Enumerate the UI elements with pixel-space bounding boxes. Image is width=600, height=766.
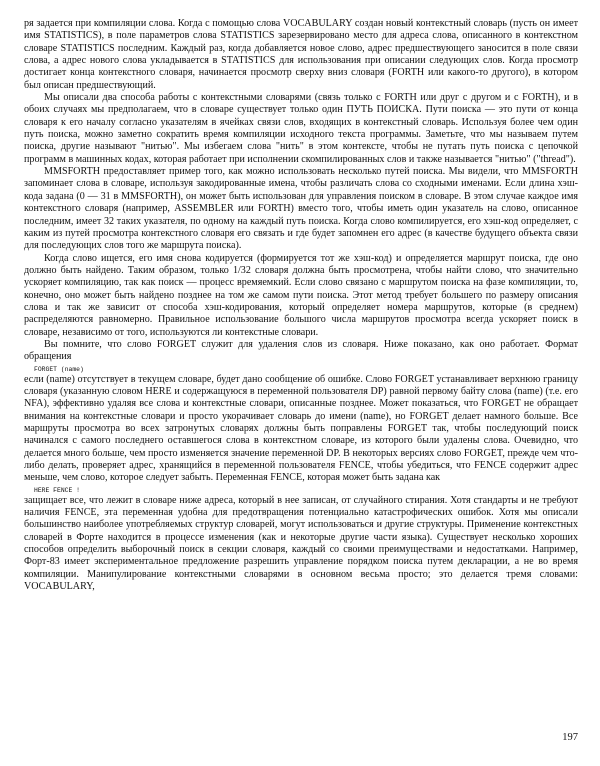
book-page (24, 18, 578, 758)
paragraph-forget-details: если (name) отсутствует в текущем словаре, будет дано сообщение об ошибке. Слово FORGET устанавливает верхнюю границу словаря (указанную словом HERE и содержащуюся в переменной пользователя DP) равной первому байту слова (name) (т.е. его NFA), эффективно удаляя все слова и контекстные словари, описанные позднее. Может показаться, что FORGET не обращает внимания на контекстные словари и просто укорачивает словарь до имени (name), но FORGET делает намного больше. Все маршруты просмотра во всех затронутых словарях должны быть поправлены FORGET так, чтобы последующий поиск начинался с самого последнего оставшегося слова в контекстном словаре, из которого были удалены слова. Очевидно, что делается много больше, чем просто изменяется значение переменной DP. В некоторых версиях слово FORGET, прежде чем что-либо делать, проверяет адрес, хранящийся в переменной пользователя FENCE, чтобы убедиться, что FENCE содержит адрес меньше, чем слово, которое следует забыть. Переменная FENCE, которая может быть задана как (24, 373, 578, 484)
paragraph-forget-intro: Вы помните, что слово FORGET служит для удаления слов из словаря. Ниже показано, как оно работает. Формат обращения (24, 338, 578, 363)
paragraph-search-paths: Мы описали два способа работы с контекстными словарями (связь только с FORTH или друг с другом и с FORTH), и в обоих случаях мы предполагаем, что в словаре существует только один ПУТЬ ПОИСКА. Пути поиска — это пути от конца словаря к его началу согласно указателям в ячейках связи слов, входящих в контекстный словарь. Используя более чем один путь поиска, можно заметно сократить время компиляции исходного текста программы. Заметьте, что мы называем путем поиска, другие называют "нитью". Мы избегаем слова "нить" в этом контексте, чтобы не путать путь поиска с цепочкой программ в машинных кодах, которая работает при исполнении скомпилированных слов и также называется "нитью" ("thread"). (24, 92, 578, 165)
paragraph-vocabulary-link: ря задается при компиляции слова. Когда с помощью слова VOCABULARY создан новый контекстный словарь (пусть он имеет имя STATISTICS), в поле параметров слова STATISTICS зарезервировано место для адреса слова, описанного в контекстном словаре STATISTICS последним. Каждый раз, когда добавляется новое слово, адрес предшествующего заносится в поле связи слова, а адрес нового слова укладывается в STATISTICS для использования при описании следующих слов. Когда просмотр достигает конца контекстного словаря, начинается просмотр сверху вниз словаря (FORTH или какого-то другого), в котором был описан предшествующий. (24, 18, 578, 91)
paragraph-word-lookup: Когда слово ищется, его имя снова кодируется (формируется тот же хэш-код) и определяется маршрут поиска, где оно должно быть найдено. Таким образом, только 1/32 словаря должна быть просмотрена, чтобы найти слово, что значительно ускоряет компиляцию, так как поиск — процесс времяемкий. Если слово связано с маршрутом поиска на фазе компиляции, то, конечно, оно может быть найдено позднее на том же самом пути поиска. Этот метод требует большего по размеру описания слова и так же зависит от способа хэш-кодирования, который определяет номера маршрутов, которые (в среднем) распределяются равномерно. Правильное использование большого числа маршрутов просмотра всегда ускоряет поиск в словаре, независимо от того, используются ли контекстные словари. (24, 252, 578, 338)
code-forget-format: FORGET (name) (34, 365, 84, 373)
code-fence-definition: HERE FENCE ! (34, 486, 81, 494)
paragraph-fence-protection: защищает все, что лежит в словаре ниже адреса, который в нее записан, от случайного стирания. Хотя стандарты и не требуют наличия FENCE, эта переменная удобна для предотвращения потенциально катастрофических ошибок. Хотя мы описали большинство наиболее употребляемых структур словарей, могут использоваться и другие структуры. Применение контекстных словарей в Форте находится в процессе изменения (как и некоторые другие части языка). Существует несколько хороших способов определить выборочный поиск в секции словаря, каждый со своими преимуществами и недостатками. Например, Форт-83 имеет экспериментальное предложение разрешить управление порядком поиска путем декларации, а не во время компиляции. Манипулирование контекстными словарями в основном весьма просто; это делается тремя словами: VOCABULARY, (24, 494, 578, 593)
paragraph-mmsforth-hash: MMSFORTH предоставляет пример того, как можно использовать несколько путей поиска. Мы видели, что MMSFORTH запоминает слова в словаре, используя закодированные имена, чтобы различать слова со сходными именами. Если длина хэш-кода задана (0 — 31 в MMSFORTH), он может быть использован для управления поиском в словаре. В этом случае каждое имя контекстного словаря (например, ASSEMBLER или FORTH) вместо того, чтобы иметь один указатель на слово, описанное последним, имеет 32 таких указателя, по одному на каждый путь поиска. Когда слово компилируется, его хэш-код определяет, с каким из путей просмотра контекстного словаря его связать и где будет запомнен его адрес (в качестве будущего объекта связи для последующих слов того же маршрута поиска). (24, 166, 578, 252)
page-number: 197 (562, 732, 578, 743)
